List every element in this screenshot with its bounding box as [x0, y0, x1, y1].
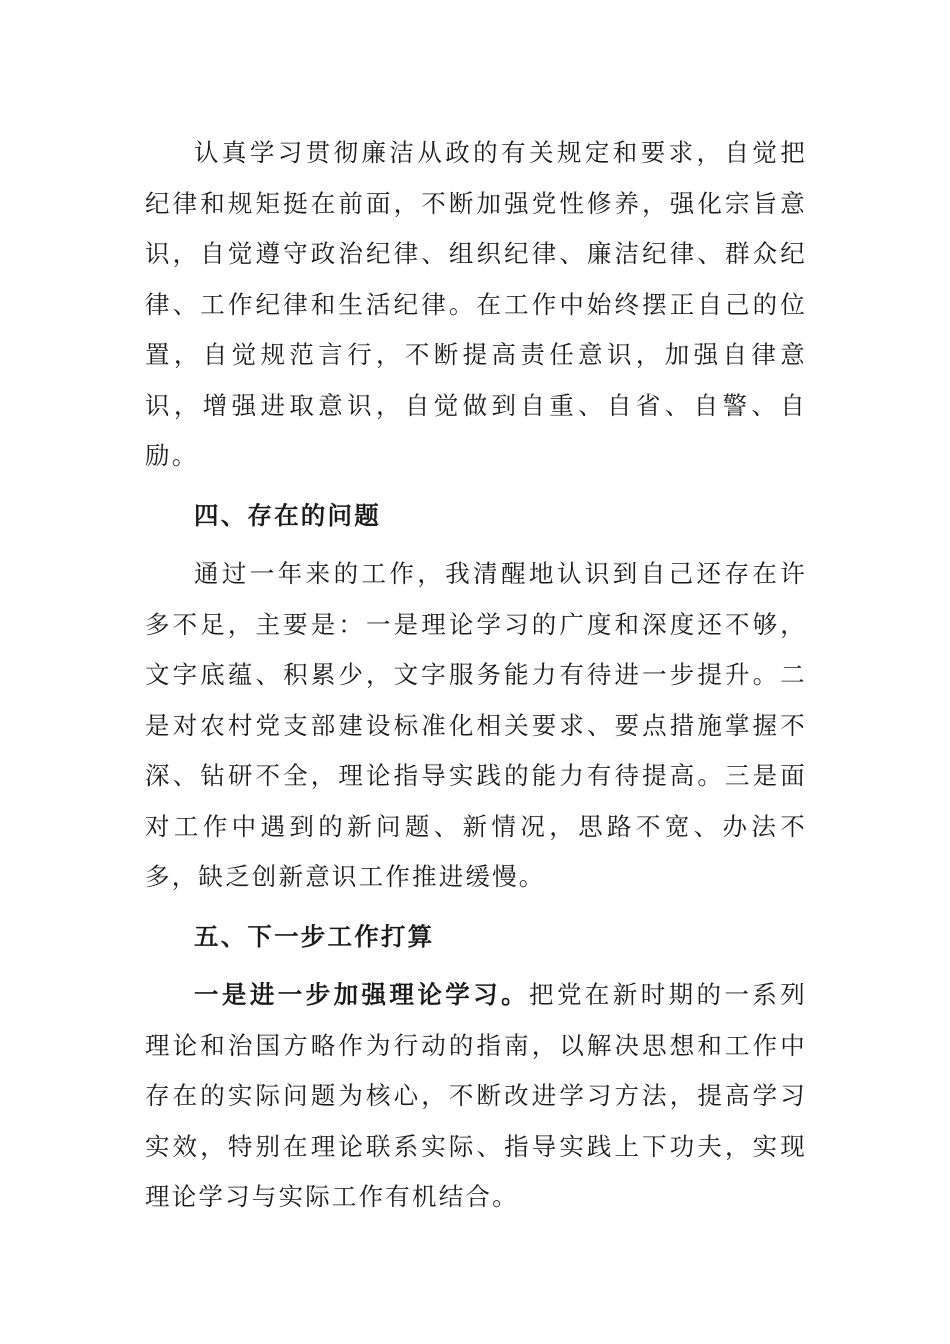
- document-body: [145, 128, 807, 1223]
- section-heading-plan: 五、下一步工作打算: [194, 921, 435, 951]
- plan-item-1-lead: 一是进一步加强理论学习。: [194, 980, 530, 1009]
- plan-item-1-body: 把党在新时期的一系列理论和治国方略作为行动的指南，以解决思想和工作中存在的实际问题为核心，不断改进学习方法，提高学习实效，特别在理论联系实际、指导实践上下功夫，实现理论学习与实际工作有机结合。: [145, 980, 807, 1211]
- plan-item-1: [145, 970, 807, 1223]
- paragraph-problems: 通过一年来的工作，我清醒地认识到自己还存在许多不足，主要是：一是理论学习的广度和深度还不够，文字底蕴、积累少，文字服务能力有待进一步提升。二是对农村党支部建设标准化相关要求、要点措施掌握不深、钻研不全，理论指导实践的能力有待提高。三是面对工作中遇到的新问题、新情况，思路不宽、办法不多，缺乏创新意识工作推进缓慢。: [145, 559, 807, 891]
- paragraph-discipline: 认真学习贯彻廉洁从政的有关规定和要求，自觉把纪律和规矩挺在前面，不断加强党性修养，强化宗旨意识，自觉遵守政治纪律、组织纪律、廉洁纪律、群众纪律、工作纪律和生活纪律。在工作中始终摆正自己的位置，自觉规范言行，不断提高责任意识，加强自律意识，增强进取意识，自觉做到自重、自省、自警、自励。: [145, 138, 807, 470]
- section-heading-problems: 四、存在的问题: [194, 500, 381, 530]
